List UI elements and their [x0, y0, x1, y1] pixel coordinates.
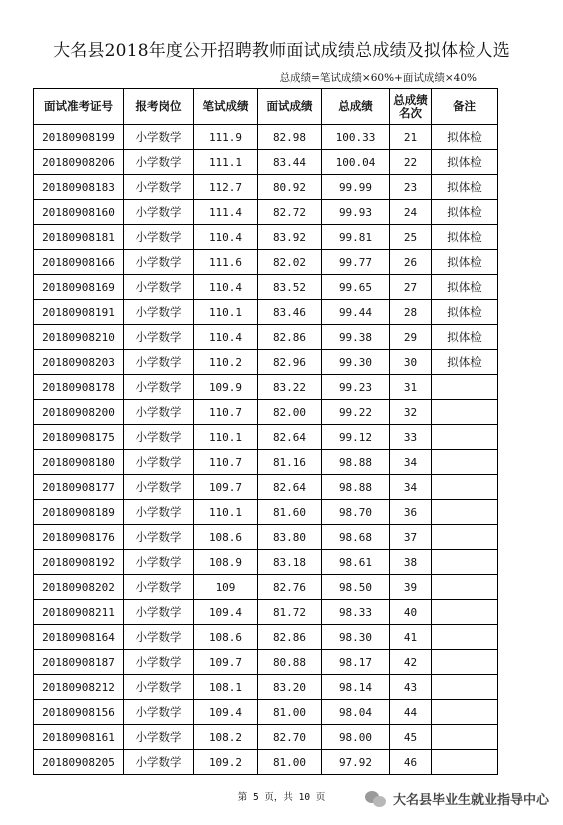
cell-rank: 24: [390, 200, 432, 225]
cell-total-score: 98.50: [322, 575, 390, 600]
watermark: [365, 789, 549, 808]
cell-exam-id: 20180908169: [34, 275, 124, 300]
cell-rank: 40: [390, 600, 432, 625]
cell-total-score: 99.44: [322, 300, 390, 325]
cell-exam-id: 20180908189: [34, 500, 124, 525]
cell-interview-score: 82.64: [258, 475, 322, 500]
page-title: 大名县2018年度公开招聘教师面试成绩总成绩及拟体检人选: [53, 41, 510, 61]
table-row: [34, 125, 498, 150]
cell-total-score: 99.99: [322, 175, 390, 200]
cell-written-score: 110.4: [194, 325, 258, 350]
cell-rank: 27: [390, 275, 432, 300]
cell-remarks: 拟体检: [432, 300, 498, 325]
cell-written-score: 109.4: [194, 600, 258, 625]
cell-exam-id: 20180908181: [34, 225, 124, 250]
cell-remarks: [432, 500, 498, 525]
cell-interview-score: 82.98: [258, 125, 322, 150]
cell-exam-id: 20180908175: [34, 425, 124, 450]
cell-rank: 28: [390, 300, 432, 325]
cell-position: 小学数学: [124, 350, 194, 375]
cell-position: 小学数学: [124, 650, 194, 675]
table-row: [34, 550, 498, 575]
cell-exam-id: 20180908192: [34, 550, 124, 575]
table-row: [34, 700, 498, 725]
cell-position: 小学数学: [124, 225, 194, 250]
cell-rank: 29: [390, 325, 432, 350]
cell-position: 小学数学: [124, 425, 194, 450]
cell-exam-id: 20180908191: [34, 300, 124, 325]
cell-rank: 37: [390, 525, 432, 550]
cell-remarks: 拟体检: [432, 350, 498, 375]
cell-total-score: 99.30: [322, 350, 390, 375]
table-row: [34, 275, 498, 300]
cell-rank: 34: [390, 450, 432, 475]
cell-position: 小学数学: [124, 375, 194, 400]
cell-interview-score: 83.46: [258, 300, 322, 325]
cell-written-score: 110.7: [194, 400, 258, 425]
cell-remarks: [432, 600, 498, 625]
cell-exam-id: 20180908183: [34, 175, 124, 200]
cell-rank: 33: [390, 425, 432, 450]
cell-written-score: 109.7: [194, 475, 258, 500]
cell-position: 小学数学: [124, 600, 194, 625]
cell-written-score: 110.1: [194, 300, 258, 325]
cell-written-score: 110.1: [194, 500, 258, 525]
cell-exam-id: 20180908160: [34, 200, 124, 225]
cell-exam-id: 20180908180: [34, 450, 124, 475]
cell-written-score: 109.7: [194, 650, 258, 675]
header-remarks: 备注: [432, 89, 498, 125]
cell-total-score: 99.38: [322, 325, 390, 350]
cell-remarks: [432, 700, 498, 725]
table-row: [34, 525, 498, 550]
cell-written-score: 110.4: [194, 275, 258, 300]
cell-rank: 38: [390, 550, 432, 575]
cell-remarks: [432, 725, 498, 750]
cell-exam-id: 20180908202: [34, 575, 124, 600]
table-row: [34, 375, 498, 400]
cell-interview-score: 81.00: [258, 700, 322, 725]
table-row: [34, 225, 498, 250]
cell-rank: 34: [390, 475, 432, 500]
cell-remarks: [432, 650, 498, 675]
watermark-text: 大名县毕业生就业指导中心: [392, 793, 549, 808]
cell-exam-id: 20180908164: [34, 625, 124, 650]
cell-position: 小学数学: [124, 675, 194, 700]
cell-remarks: [432, 525, 498, 550]
cell-interview-score: 82.02: [258, 250, 322, 275]
cell-interview-score: 83.92: [258, 225, 322, 250]
cell-total-score: 98.04: [322, 700, 390, 725]
cell-rank: 23: [390, 175, 432, 200]
cell-interview-score: 83.52: [258, 275, 322, 300]
cell-interview-score: 80.92: [258, 175, 322, 200]
cell-remarks: [432, 475, 498, 500]
cell-position: 小学数学: [124, 175, 194, 200]
cell-remarks: 拟体检: [432, 275, 498, 300]
cell-interview-score: 81.72: [258, 600, 322, 625]
cell-remarks: [432, 675, 498, 700]
cell-total-score: 99.77: [322, 250, 390, 275]
cell-remarks: 拟体检: [432, 200, 498, 225]
cell-exam-id: 20180908210: [34, 325, 124, 350]
cell-rank: 41: [390, 625, 432, 650]
cell-position: 小学数学: [124, 250, 194, 275]
header-interview-score: 面试成绩: [258, 89, 322, 125]
cell-exam-id: 20180908178: [34, 375, 124, 400]
cell-remarks: [432, 375, 498, 400]
cell-interview-score: 83.80: [258, 525, 322, 550]
cell-written-score: 109.4: [194, 700, 258, 725]
cell-position: 小学数学: [124, 700, 194, 725]
cell-interview-score: 83.18: [258, 550, 322, 575]
cell-total-score: 98.70: [322, 500, 390, 525]
cell-interview-score: 81.16: [258, 450, 322, 475]
cell-rank: 26: [390, 250, 432, 275]
cell-written-score: 108.2: [194, 725, 258, 750]
table-body: [34, 125, 498, 775]
cell-interview-score: 83.22: [258, 375, 322, 400]
cell-position: 小学数学: [124, 300, 194, 325]
cell-interview-score: 82.64: [258, 425, 322, 450]
cell-remarks: [432, 575, 498, 600]
cell-written-score: 110.1: [194, 425, 258, 450]
table-row: [34, 425, 498, 450]
cell-interview-score: 81.60: [258, 500, 322, 525]
cell-written-score: 109.2: [194, 750, 258, 775]
page-footer: 第 5 页，共 10 页: [237, 792, 326, 803]
cell-total-score: 100.04: [322, 150, 390, 175]
cell-exam-id: 20180908177: [34, 475, 124, 500]
cell-rank: 46: [390, 750, 432, 775]
cell-rank: 39: [390, 575, 432, 600]
cell-total-score: 99.93: [322, 200, 390, 225]
header-total-score: 总成绩: [322, 89, 390, 125]
table-row: [34, 475, 498, 500]
cell-exam-id: 20180908156: [34, 700, 124, 725]
cell-rank: 25: [390, 225, 432, 250]
table-row: [34, 625, 498, 650]
cell-rank: 22: [390, 150, 432, 175]
cell-exam-id: 20180908205: [34, 750, 124, 775]
table-header-row: [34, 89, 498, 125]
cell-exam-id: 20180908176: [34, 525, 124, 550]
header-rank: 总成绩 名次: [390, 89, 432, 125]
cell-position: 小学数学: [124, 725, 194, 750]
cell-total-score: 99.23: [322, 375, 390, 400]
score-formula: 总成绩=笔试成绩×60%+面试成绩×40%: [279, 72, 477, 84]
cell-position: 小学数学: [124, 525, 194, 550]
cell-interview-score: 81.00: [258, 750, 322, 775]
cell-exam-id: 20180908200: [34, 400, 124, 425]
cell-rank: 30: [390, 350, 432, 375]
cell-exam-id: 20180908206: [34, 150, 124, 175]
cell-rank: 21: [390, 125, 432, 150]
cell-rank: 32: [390, 400, 432, 425]
table-row: [34, 400, 498, 425]
cell-written-score: 108.6: [194, 625, 258, 650]
cell-rank: 42: [390, 650, 432, 675]
cell-exam-id: 20180908199: [34, 125, 124, 150]
cell-total-score: 98.14: [322, 675, 390, 700]
cell-position: 小学数学: [124, 500, 194, 525]
cell-written-score: 109.9: [194, 375, 258, 400]
cell-total-score: 100.33: [322, 125, 390, 150]
cell-remarks: 拟体检: [432, 150, 498, 175]
cell-written-score: 111.9: [194, 125, 258, 150]
table-row: [34, 500, 498, 525]
cell-interview-score: 82.72: [258, 200, 322, 225]
cell-position: 小学数学: [124, 750, 194, 775]
cell-written-score: 111.6: [194, 250, 258, 275]
cell-written-score: 108.9: [194, 550, 258, 575]
cell-total-score: 98.61: [322, 550, 390, 575]
cell-interview-score: 82.86: [258, 325, 322, 350]
cell-remarks: 拟体检: [432, 250, 498, 275]
cell-exam-id: 20180908203: [34, 350, 124, 375]
cell-rank: 36: [390, 500, 432, 525]
cell-written-score: 110.7: [194, 450, 258, 475]
cell-exam-id: 20180908166: [34, 250, 124, 275]
cell-total-score: 98.88: [322, 450, 390, 475]
cell-remarks: [432, 625, 498, 650]
header-exam-id: 面试准考证号: [34, 89, 124, 125]
cell-written-score: 108.6: [194, 525, 258, 550]
cell-position: 小学数学: [124, 125, 194, 150]
cell-interview-score: 80.88: [258, 650, 322, 675]
cell-total-score: 98.88: [322, 475, 390, 500]
cell-rank: 45: [390, 725, 432, 750]
cell-total-score: 98.33: [322, 600, 390, 625]
cell-interview-score: 82.70: [258, 725, 322, 750]
table-row: [34, 325, 498, 350]
table-row: [34, 450, 498, 475]
cell-remarks: [432, 425, 498, 450]
cell-exam-id: 20180908161: [34, 725, 124, 750]
cell-remarks: [432, 450, 498, 475]
table-row: [34, 575, 498, 600]
cell-remarks: [432, 400, 498, 425]
cell-written-score: 110.4: [194, 225, 258, 250]
cell-position: 小学数学: [124, 550, 194, 575]
cell-position: 小学数学: [124, 450, 194, 475]
cell-written-score: 112.7: [194, 175, 258, 200]
cell-written-score: 111.1: [194, 150, 258, 175]
cell-remarks: [432, 750, 498, 775]
cell-interview-score: 82.00: [258, 400, 322, 425]
cell-position: 小学数学: [124, 575, 194, 600]
cell-interview-score: 83.44: [258, 150, 322, 175]
cell-total-score: 98.17: [322, 650, 390, 675]
cell-total-score: 97.92: [322, 750, 390, 775]
cell-position: 小学数学: [124, 625, 194, 650]
wechat-icon: [365, 791, 387, 807]
results-table: [33, 88, 498, 775]
cell-position: 小学数学: [124, 475, 194, 500]
cell-total-score: 99.81: [322, 225, 390, 250]
cell-exam-id: 20180908187: [34, 650, 124, 675]
cell-total-score: 99.22: [322, 400, 390, 425]
cell-written-score: 109: [194, 575, 258, 600]
table-row: [34, 175, 498, 200]
cell-interview-score: 82.96: [258, 350, 322, 375]
cell-position: 小学数学: [124, 200, 194, 225]
cell-position: 小学数学: [124, 150, 194, 175]
table-row: [34, 150, 498, 175]
table-row: [34, 200, 498, 225]
cell-rank: 44: [390, 700, 432, 725]
cell-interview-score: 83.20: [258, 675, 322, 700]
cell-position: 小学数学: [124, 325, 194, 350]
header-written-score: 笔试成绩: [194, 89, 258, 125]
table-row: [34, 250, 498, 275]
cell-total-score: 98.68: [322, 525, 390, 550]
table-row: [34, 675, 498, 700]
cell-position: 小学数学: [124, 275, 194, 300]
cell-total-score: 98.30: [322, 625, 390, 650]
table-row: [34, 725, 498, 750]
cell-remarks: [432, 550, 498, 575]
header-position: 报考岗位: [124, 89, 194, 125]
cell-exam-id: 20180908212: [34, 675, 124, 700]
table-row: [34, 350, 498, 375]
cell-written-score: 108.1: [194, 675, 258, 700]
cell-remarks: 拟体检: [432, 175, 498, 200]
cell-interview-score: 82.76: [258, 575, 322, 600]
cell-exam-id: 20180908211: [34, 600, 124, 625]
cell-total-score: 99.65: [322, 275, 390, 300]
table-row: [34, 300, 498, 325]
table-row: [34, 600, 498, 625]
cell-position: 小学数学: [124, 400, 194, 425]
cell-remarks: 拟体检: [432, 225, 498, 250]
cell-remarks: 拟体检: [432, 125, 498, 150]
cell-total-score: 98.00: [322, 725, 390, 750]
table-row: [34, 650, 498, 675]
cell-interview-score: 82.86: [258, 625, 322, 650]
cell-written-score: 111.4: [194, 200, 258, 225]
cell-rank: 31: [390, 375, 432, 400]
cell-rank: 43: [390, 675, 432, 700]
table-row: [34, 750, 498, 775]
cell-total-score: 99.12: [322, 425, 390, 450]
cell-remarks: 拟体检: [432, 325, 498, 350]
cell-written-score: 110.2: [194, 350, 258, 375]
